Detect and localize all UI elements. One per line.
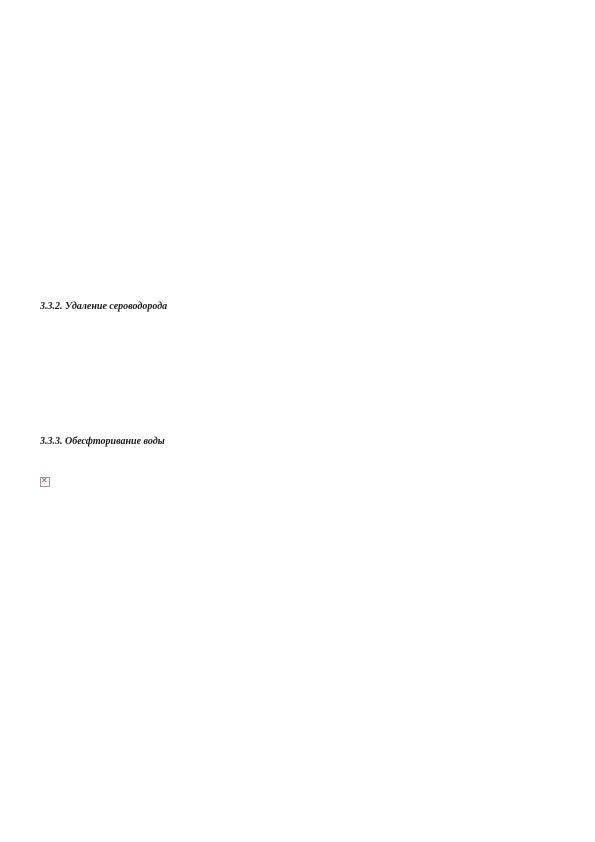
paragraph: [40, 263, 555, 273]
paragraph: [40, 282, 555, 292]
paragraph: [40, 149, 555, 159]
broken-image-icon: [40, 477, 50, 487]
paragraph: [40, 73, 555, 83]
paragraph: [40, 341, 555, 351]
section-heading-defluoridation: 3.3.3. Обесфторивание воды: [40, 436, 165, 447]
paragraph: [54, 476, 555, 486]
image-paragraph-row: [40, 476, 555, 487]
paragraph: [40, 379, 555, 389]
paragraph: [40, 16, 555, 26]
paragraph: [40, 111, 555, 121]
paragraph: [40, 322, 555, 332]
paragraph: [40, 92, 555, 102]
paragraph: [40, 206, 555, 216]
paragraph: [40, 360, 555, 370]
paragraph: [40, 168, 555, 178]
paragraph: [40, 225, 555, 235]
paragraph: [40, 417, 555, 427]
paragraph: [40, 54, 555, 64]
paragraph: [40, 244, 555, 254]
paragraph: [40, 130, 555, 140]
section-heading-hydrogen-sulfide: 3.3.2. Удаление сероводорода: [40, 301, 168, 312]
paragraph: [40, 457, 555, 467]
paragraph: [40, 398, 555, 408]
paragraph: [40, 187, 555, 197]
paragraph: [40, 35, 555, 45]
